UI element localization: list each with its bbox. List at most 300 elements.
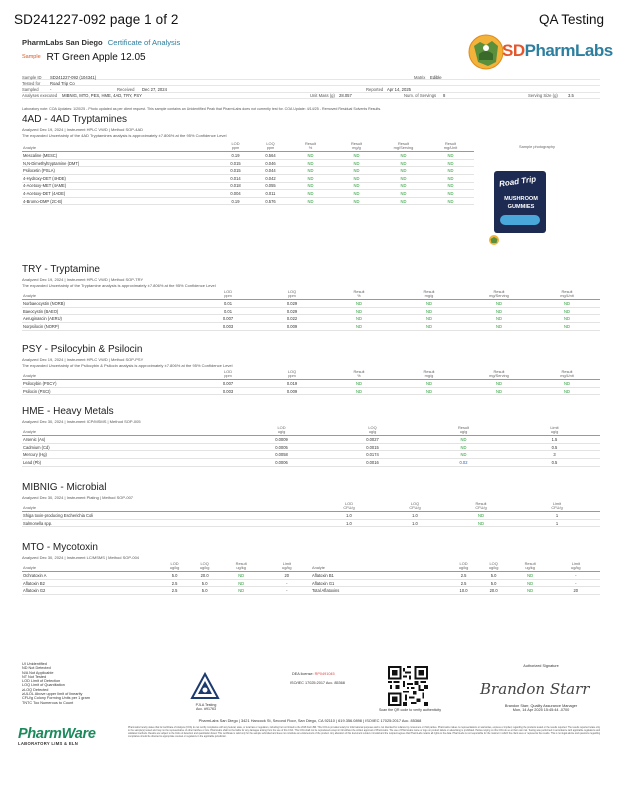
value-cell: 0.042 xyxy=(253,174,288,182)
value-cell: ND xyxy=(394,307,464,315)
analyte-cell: Total Aflatoxins xyxy=(311,587,449,595)
lab-note: Laboratory note: COA Updates: 1/20/25 - Photo updated as per client request. This sample contains an Unidentified Peak that PharmLabs does not currently test for. COA Update: 4/14/25 - Removed Residual Solvents Results. xyxy=(22,107,382,111)
analyses-label: Analyses executed xyxy=(22,93,58,99)
value-cell: 0.004 xyxy=(218,190,253,198)
column-header: Analyte xyxy=(22,502,316,512)
value-cell: ND xyxy=(324,322,394,330)
column-header: Result mg/g xyxy=(394,290,464,300)
pharmware-subtitle: LABORATORY LIMS & ELN xyxy=(18,741,79,746)
legend-item: ≥LOQ Detected xyxy=(22,687,49,692)
value-cell: ND xyxy=(464,380,534,388)
value-cell: ND xyxy=(333,182,380,190)
legend-item: TNTC Too Numerous to Count xyxy=(22,700,74,705)
value-cell: 20.0 xyxy=(190,572,220,580)
column-header: Result ug/kg xyxy=(509,562,552,572)
value-cell: ND xyxy=(448,512,514,520)
value-cell: 5.0 xyxy=(479,572,509,580)
table-4ad xyxy=(22,142,474,205)
table-row xyxy=(22,174,474,182)
column-header: Limit ug/kg xyxy=(552,562,600,572)
value-cell: - xyxy=(263,587,311,595)
pjla-text xyxy=(184,703,228,711)
table-row xyxy=(22,380,600,388)
column-header: Result mg/g xyxy=(333,142,380,152)
value-cell: ND xyxy=(394,322,464,330)
value-cell: 0.015 xyxy=(218,159,253,167)
analyte-cell: Mercury (Hg) xyxy=(22,451,236,459)
table-row xyxy=(22,451,600,459)
table-row xyxy=(22,436,600,444)
column-header: LOQ ppm xyxy=(260,370,324,380)
value-cell: 0.564 xyxy=(253,152,288,160)
logo-text: SDPharmLabs xyxy=(502,41,613,60)
value-cell: 5.0 xyxy=(190,579,220,587)
bag-brand: Road Trip xyxy=(498,174,537,189)
lab-line xyxy=(22,38,180,47)
value-cell: ND xyxy=(324,387,394,395)
analyte-cell: Aeruginascin (AERU) xyxy=(22,315,196,323)
table-header-row xyxy=(22,370,600,380)
value-cell: - xyxy=(552,572,600,580)
value-cell: ND xyxy=(534,380,600,388)
table-header-row xyxy=(22,502,600,512)
section-title-4ad: 4AD - 4AD Tryptamines xyxy=(22,114,128,125)
value-cell: ND xyxy=(427,174,474,182)
signed-date: Mon, 14 Apr 2025 15:45:44 -0700 xyxy=(512,708,570,713)
value-cell: 1.0 xyxy=(382,519,448,527)
value-cell: 2.5 xyxy=(160,587,190,595)
serving-size: 3.5 xyxy=(568,93,574,99)
column-header: Result % xyxy=(324,290,394,300)
value-cell: 0.018 xyxy=(218,182,253,190)
value-cell: ND xyxy=(288,174,333,182)
bag-line-1: MUSHROOM xyxy=(504,196,538,202)
analyte-cell: Salmonella spp. xyxy=(22,519,316,527)
value-cell: 0.009 xyxy=(260,322,324,330)
value-cell: ND xyxy=(333,159,380,167)
value-cell: ND xyxy=(394,300,464,308)
value-cell: ND xyxy=(394,380,464,388)
value-cell: 0.019 xyxy=(260,380,324,388)
tested-for: Road Trip Co xyxy=(50,80,75,86)
legend-item: NT Not Tested xyxy=(22,674,47,679)
table-row xyxy=(22,167,474,175)
column-header: Result mg/g xyxy=(394,370,464,380)
value-cell: 0.029 xyxy=(260,307,324,315)
value-cell: ND xyxy=(324,315,394,323)
value-cell: ND xyxy=(509,572,552,580)
received: Dec 27, 2024 xyxy=(142,86,167,92)
lab-name: PharmLabs San Diego xyxy=(22,38,103,47)
value-cell: ND xyxy=(288,182,333,190)
section-meta-mto: Analyzed Dec 30, 2024 | Instrument LC/MSMS | Method SOP-004 xyxy=(22,555,140,560)
section-title-mto: MTO - Mycotoxin xyxy=(22,542,98,553)
analyte-cell: Lead (Pb) xyxy=(22,458,236,466)
column-header: Analyte xyxy=(22,426,236,436)
column-header: Analyte xyxy=(22,562,160,572)
value-cell: 0.007 xyxy=(196,315,260,323)
column-header: LOQ ppm xyxy=(253,142,288,152)
column-header: LOD ppm xyxy=(196,290,260,300)
sampled-label: Sampled xyxy=(22,86,39,92)
analyte-cell: N,N-Dimethyltryptamine (DMT) xyxy=(22,159,218,167)
value-cell: 0.5 xyxy=(509,458,600,466)
value-cell: ND xyxy=(380,174,427,182)
column-header: LOD CFU/g xyxy=(316,502,382,512)
section-title-mib: MIBNIG - Microbial xyxy=(22,482,107,493)
table-try xyxy=(22,290,600,331)
value-cell: ND xyxy=(288,190,333,198)
analyte-cell: 4-Hydroxy-DET (4HDE) xyxy=(22,174,218,182)
value-cell: 1 xyxy=(514,512,600,520)
analyte-cell: Baeocystin (BAEO) xyxy=(22,307,196,315)
value-cell: ND xyxy=(380,152,427,160)
column-header: LOD ug/kg xyxy=(449,562,479,572)
pjla-acc: Acc. #91763 xyxy=(196,707,216,711)
signature: Brandon Starr xyxy=(480,680,590,698)
unit-mass-label: Unit Mass (g) xyxy=(310,93,335,99)
value-cell: ND xyxy=(464,307,534,315)
matrix: Edible xyxy=(430,74,442,80)
tested-for-label: Tested for xyxy=(22,80,41,86)
column-header: LOD ppm xyxy=(196,370,260,380)
analyte-cell: Cadmium (Cd) xyxy=(22,443,236,451)
value-cell: 0.0016 xyxy=(327,458,418,466)
received-label: Received xyxy=(117,86,135,92)
sample-id: SD241227-092 (104341) xyxy=(50,74,97,80)
analyte-cell: 4-Acetoxy-DET (4ADE) xyxy=(22,190,218,198)
column-header: Analyte xyxy=(22,142,218,152)
analyte-cell: Psilocetin (PSLA) xyxy=(22,167,218,175)
value-cell: ND xyxy=(427,190,474,198)
table-row xyxy=(22,152,474,160)
value-cell: 2.5 xyxy=(449,579,479,587)
value-cell: 5.0 xyxy=(479,579,509,587)
section-title-try: TRY - Tryptamine xyxy=(22,264,100,275)
pjla-name: PJLA Testing xyxy=(195,703,217,707)
value-cell: 5.0 xyxy=(190,587,220,595)
value-cell: 0.19 xyxy=(218,152,253,160)
value-cell: 0.19 xyxy=(218,197,253,205)
sample-info xyxy=(22,74,600,99)
bag-line-2: GUMMIES xyxy=(507,204,535,210)
value-cell: 20 xyxy=(263,572,311,580)
bag-band xyxy=(500,215,540,225)
analyses: MIBNIG, MTO, PES, HME, 4AD, TRY, PSY xyxy=(62,93,142,99)
value-cell: ND xyxy=(288,197,333,205)
sample-line xyxy=(22,52,146,63)
document-title: SD241227-092 page 1 of 2 xyxy=(14,12,179,27)
reported-label: Reported xyxy=(366,86,384,92)
analyte-cell: Mescaline (MESC) xyxy=(22,152,218,160)
value-cell: ND xyxy=(324,380,394,388)
value-cell: ND xyxy=(220,587,263,595)
value-cell: 0.022 xyxy=(260,315,324,323)
analyte-cell: 4-Bromo-DMP (2C-B) xyxy=(22,197,218,205)
value-cell: ND xyxy=(288,152,333,160)
table-mib xyxy=(22,502,600,527)
dea-license xyxy=(292,672,335,676)
section-meta-hme: Analyzed Dec 30, 2024 | Instrument ICP/MSMS | Method SOP-005 xyxy=(22,419,141,424)
value-cell: 0.02 xyxy=(418,458,509,466)
value-cell: ND xyxy=(509,587,552,595)
table-header-row xyxy=(22,290,600,300)
value-cell: ND xyxy=(394,315,464,323)
lab-address: PharmLabs San Diego | 3421 Hancock St, Second Floor, San Diego, CA 92110 | 619.356.0898 | ISO/IEC 17025:2017 Acc. 85368 xyxy=(198,718,422,723)
table-mto xyxy=(22,562,600,595)
value-cell: ND xyxy=(380,190,427,198)
matrix-label: Matrix xyxy=(414,74,426,80)
signer-name: Brandon Starr, Quality Assurance Manager xyxy=(504,704,578,708)
analyte-cell: Psilocybin (PSCY) xyxy=(22,380,196,388)
column-header: Result % xyxy=(288,142,333,152)
section-uncert-psy: The expanded Uncertainty of the Psilocybin & Psilocin analysis is approximately ±7.806% at the 95% Confidence Level xyxy=(22,363,233,368)
legend-item: ND Not Detected xyxy=(22,666,51,671)
value-cell: 5.0 xyxy=(160,572,190,580)
column-header: LOD ppm xyxy=(218,142,253,152)
value-cell: 1.0 xyxy=(316,512,382,520)
value-cell: 20 xyxy=(552,587,600,595)
sample-name: RT Green Apple 12.05 xyxy=(46,52,146,63)
value-cell: ND xyxy=(464,387,534,395)
column-header: LOD ug/g xyxy=(236,426,327,436)
reported: Apr 14, 2025 xyxy=(387,86,411,92)
value-cell: 0.046 xyxy=(253,159,288,167)
value-cell: ND xyxy=(534,315,600,323)
table-row xyxy=(22,315,600,323)
section-meta-try: Analyzed Dec 19, 2024 | Instrument HPLC VWD | Method SOP-TRY xyxy=(22,277,144,282)
california-seal-icon xyxy=(466,32,506,72)
value-cell: 0.014 xyxy=(218,174,253,182)
value-cell: ND xyxy=(324,300,394,308)
column-header: Limit ug/kg xyxy=(263,562,311,572)
value-cell: 20.0 xyxy=(479,587,509,595)
column-header: Result % xyxy=(324,370,394,380)
table-row xyxy=(22,322,600,330)
value-cell: 0.029 xyxy=(260,300,324,308)
value-cell: ND xyxy=(464,322,534,330)
analyte-cell: Shiga toxin-producing Escherichia Coli xyxy=(22,512,316,520)
unit-mass: 28.057 xyxy=(339,93,352,99)
value-cell: ND xyxy=(418,451,509,459)
value-cell: ND xyxy=(534,322,600,330)
value-cell: 10.0 xyxy=(449,587,479,595)
value-cell: 0.576 xyxy=(253,197,288,205)
value-cell: 0.5 xyxy=(509,443,600,451)
legend xyxy=(22,662,90,705)
value-cell: ND xyxy=(534,300,600,308)
table-row xyxy=(22,190,474,198)
column-header: Result ug/kg xyxy=(220,562,263,572)
sampled: - xyxy=(50,86,52,92)
value-cell: 0.0058 xyxy=(236,451,327,459)
column-header: Result ug/g xyxy=(418,426,509,436)
value-cell: ND xyxy=(220,579,263,587)
value-cell: ND xyxy=(380,167,427,175)
iso-accreditation: ISO/IEC 17025:2017 Acc. 85368 xyxy=(290,681,345,685)
column-header: Analyte xyxy=(22,290,196,300)
mini-seal-icon xyxy=(488,234,500,246)
value-cell: 0.003 xyxy=(196,387,260,395)
value-cell: 0.055 xyxy=(253,182,288,190)
table-row xyxy=(22,572,600,580)
value-cell: ND xyxy=(288,159,333,167)
value-cell: ND xyxy=(427,167,474,175)
value-cell: ND xyxy=(427,182,474,190)
value-cell: - xyxy=(552,579,600,587)
table-row xyxy=(22,307,600,315)
column-header: Limit ug/g xyxy=(509,426,600,436)
value-cell: 1.5 xyxy=(509,436,600,444)
value-cell: 0.0006 xyxy=(236,458,327,466)
column-header: Result CFU/g xyxy=(448,502,514,512)
table-header-row xyxy=(22,562,600,572)
value-cell: ND xyxy=(380,197,427,205)
section-meta-mib: Analyzed Dec 30, 2024 | Instrument Plating | Method SOP-007 xyxy=(22,495,134,500)
legend-item: UI Unidentified xyxy=(22,662,47,666)
value-cell: ND xyxy=(464,315,534,323)
column-header: LOQ ug/kg xyxy=(190,562,220,572)
value-cell: ND xyxy=(220,572,263,580)
value-cell: 0.0015 xyxy=(327,443,418,451)
value-cell: 3 xyxy=(509,451,600,459)
column-header: LOD ug/kg xyxy=(160,562,190,572)
analyte-cell: Aflatoxin B1 xyxy=(311,572,449,580)
servings-label: Num. of Servings xyxy=(404,93,437,99)
analyte-cell: Aflatoxin G2 xyxy=(22,587,160,595)
value-cell: ND xyxy=(534,387,600,395)
value-cell: ND xyxy=(333,167,380,175)
section-meta-4ad: Analyzed Dec 19, 2024 | Instrument HPLC VWD | Method SOP-4AD xyxy=(22,127,144,132)
signer-info xyxy=(486,704,596,713)
table-header-row xyxy=(22,142,474,152)
value-cell: 0.0027 xyxy=(327,436,418,444)
value-cell: ND xyxy=(448,519,514,527)
value-cell: 0.0005 xyxy=(236,443,327,451)
value-cell: ND xyxy=(509,579,552,587)
dea-number: RP0491045 xyxy=(314,672,335,676)
pharmware-name: PharmWare xyxy=(18,726,96,742)
value-cell: ND xyxy=(380,159,427,167)
value-cell: 0.0009 xyxy=(236,436,327,444)
disclaimer: PharmLabs hereby states that its Certificate of Analysis (COA) do not certify compliance with any federal, state, or local law or regulation, including but not limited to the 2018 Farm Bill. This COA is provided solely for informational purposes and is not intended for reliance by consumers or third parties. PharmLabs makes no representations or warranties, express or implied, regarding the products tested or the results reported. The results reported relate only to the sample(s) tested and may not be representative of other batches or lots. PharmLabs shall not be liable for any damages arising from the use of this COA. This COA shall not be reproduced except in full without the written approval of PharmLabs. The use of PharmLabs name or logo on product labels or advertising is prohibited. Parties relying on this COA do so at their own risk. Testing was performed in accordance with applicable regulations and validated methods. Results are subject to the limits of detection and quantitation listed. This certificate is valid only for the sample submitted and does not constitute an endorsement of the product. Any alteration of this document renders it invalid and the recipient agrees that PharmLabs retains all rights to the data. PharmLabs is not responsible for the manner in which the client uses or represents the results. This is not legal advice and questions regarding compliance should be directed to appropriate counsel or regulators in the applicable jurisdiction. xyxy=(128,727,600,738)
column-header: Analyte xyxy=(311,562,449,572)
column-header: LOQ CFU/g xyxy=(382,502,448,512)
analyte-cell: Aflatoxin B2 xyxy=(22,579,160,587)
legend-item: LOD Limit of Detection xyxy=(22,679,61,684)
value-cell: ND xyxy=(427,159,474,167)
value-cell: ND xyxy=(333,190,380,198)
value-cell: 0.011 xyxy=(253,190,288,198)
value-cell: 1.0 xyxy=(382,512,448,520)
pharmware-logo xyxy=(18,726,114,746)
value-cell: 0.044 xyxy=(253,167,288,175)
sample-id-label: Sample ID xyxy=(22,74,42,80)
value-cell: 1 xyxy=(514,519,600,527)
value-cell: - xyxy=(263,579,311,587)
table-row xyxy=(22,443,600,451)
section-meta-psy: Analyzed Dec 19, 2024 | Instrument HPLC VWD | Method SOP-PSY xyxy=(22,357,144,362)
value-cell: 0.003 xyxy=(196,322,260,330)
column-header: LOQ ug/g xyxy=(327,426,418,436)
value-cell: ND xyxy=(427,152,474,160)
value-cell: ND xyxy=(427,197,474,205)
pjla-logo-icon xyxy=(190,672,220,702)
photo-label: Sample photography xyxy=(519,144,555,149)
table-row xyxy=(22,387,600,395)
legend-item: CFU/g Colony Forming Units per 1 gram xyxy=(22,696,90,701)
analyte-cell: Psilocin (PSCI) xyxy=(22,387,196,395)
value-cell: ND xyxy=(534,307,600,315)
column-header: Result mg/Serving xyxy=(464,290,534,300)
table-row xyxy=(22,458,600,466)
analyte-cell: Norbaeocystin (NORB) xyxy=(22,300,196,308)
table-row xyxy=(22,579,600,587)
column-header: Result mg/Serving xyxy=(380,142,427,152)
sample-label: Sample xyxy=(22,54,41,61)
column-header: LOQ ug/kg xyxy=(479,562,509,572)
serving-size-label: Serving Size (g) xyxy=(528,93,558,99)
table-row xyxy=(22,512,600,520)
value-cell: 0.0174 xyxy=(327,451,418,459)
product-photo xyxy=(494,171,546,233)
value-cell: ND xyxy=(464,300,534,308)
document-category: QA Testing xyxy=(538,12,604,27)
value-cell: 0.007 xyxy=(196,380,260,388)
legend-item: LOQ Limit of Quantitation xyxy=(22,683,65,688)
value-cell: 0.015 xyxy=(218,167,253,175)
value-cell: ND xyxy=(380,182,427,190)
signature-title: Authorized Signature xyxy=(523,664,559,668)
section-uncert-4ad: The expanded Uncertainty of the 4AD Tryptamines analysis is approximately ±7.806% at the 95% Confidence Level xyxy=(22,133,227,138)
section-title-hme: HME - Heavy Metals xyxy=(22,406,114,417)
table-hme xyxy=(22,426,600,467)
value-cell: 1.0 xyxy=(316,519,382,527)
column-header: Result mg/Serving xyxy=(464,370,534,380)
analyte-cell: Arsenic (As) xyxy=(22,436,236,444)
value-cell: ND xyxy=(418,436,509,444)
table-psy xyxy=(22,370,600,395)
doc-type: Certificate of Analysis xyxy=(107,38,181,47)
column-header: Analyte xyxy=(22,370,196,380)
column-header: LOQ ppm xyxy=(260,290,324,300)
column-header: Result mg/Unit xyxy=(534,290,600,300)
table-header-row xyxy=(22,426,600,436)
value-cell: 2.5 xyxy=(449,572,479,580)
value-cell: ND xyxy=(394,387,464,395)
value-cell: 0.01 xyxy=(196,307,260,315)
table-row xyxy=(22,519,600,527)
value-cell: ND xyxy=(418,443,509,451)
qr-caption: Scan the QR code to verify authenticity xyxy=(378,708,442,712)
analyte-cell: Norpsilocin (NORP) xyxy=(22,322,196,330)
analyte-cell: Aflatoxin G1 xyxy=(311,579,449,587)
column-header: Limit CFU/g xyxy=(514,502,600,512)
analyte-cell: Ochratoxin A xyxy=(22,572,160,580)
table-row xyxy=(22,197,474,205)
value-cell: 0.009 xyxy=(260,387,324,395)
dea-label: DEA license: xyxy=(292,672,314,676)
table-row xyxy=(22,159,474,167)
column-header: Result mg/Unit xyxy=(427,142,474,152)
value-cell: ND xyxy=(333,152,380,160)
qr-code[interactable] xyxy=(388,666,428,706)
sdpharmlabs-logo xyxy=(466,32,613,72)
table-row xyxy=(22,587,600,595)
section-uncert-try: The expanded Uncertainty of the Tryptamine analysis is approximately ±7.806% at the 95% Confidence Level xyxy=(22,283,216,288)
value-cell: ND xyxy=(333,174,380,182)
column-header: Result mg/Unit xyxy=(534,370,600,380)
